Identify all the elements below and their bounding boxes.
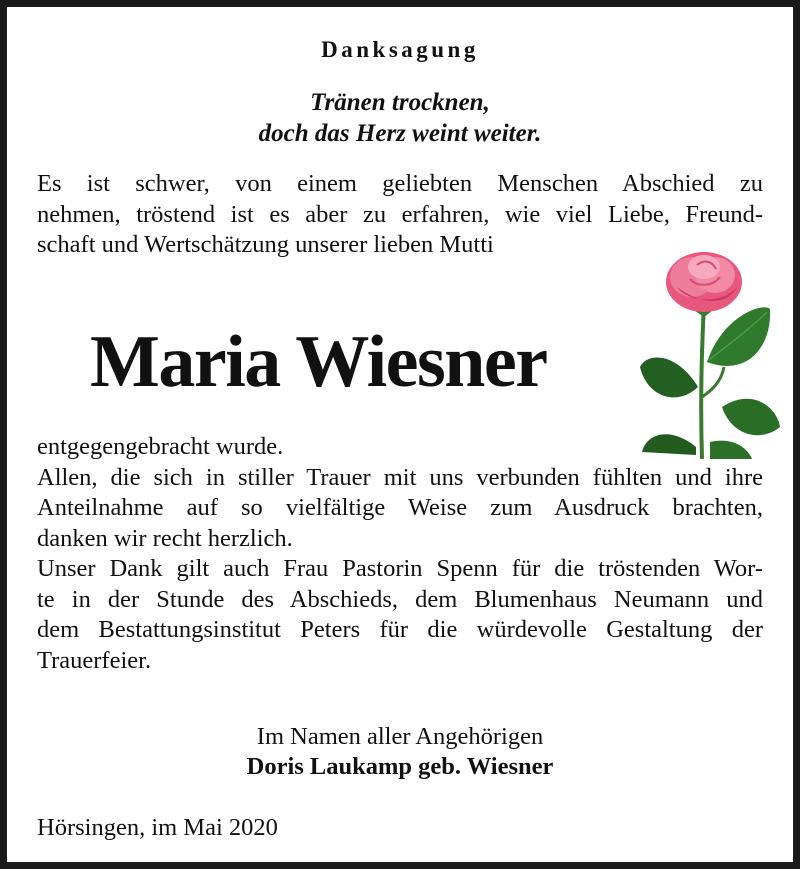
intro-line-2: nehmen, tröstend ist es aber zu erfahren, wie viel Liebe, Freund- bbox=[37, 200, 763, 228]
thanks-line-5: Unser Dank gilt auch Frau Pastorin Spenn für die tröstenden Wor- bbox=[37, 555, 763, 582]
thanks-line-3: Anteilnahme auf so vielfältige Weise zum Ausdruck brachten, bbox=[37, 494, 763, 521]
thanks-paragraph bbox=[37, 432, 763, 676]
thanks-line-7: dem Bestattungsinstitut Peters für die würdevolle Gestaltung der bbox=[37, 616, 763, 643]
thanks-line-4: danken wir recht herzlich. bbox=[37, 524, 293, 552]
intro-line-3: schaft und Wertschätzung unserer lieben Mutti bbox=[37, 231, 494, 258]
thanks-line-1: entgegengebracht wurde. bbox=[37, 433, 284, 460]
motto-line-2: doch das Herz weint weiter. bbox=[258, 120, 542, 147]
thanks-line-6: te in der Stunde des Abschieds, dem Blumenhaus Neumann und bbox=[37, 585, 763, 613]
place-date: Hörsingen, im Mai 2020 bbox=[37, 814, 278, 841]
rose-icon bbox=[612, 247, 782, 462]
signoff bbox=[37, 722, 763, 782]
thanks-line-2: Allen, die sich in stiller Trauer mit uns verbunden fühlten und ihre bbox=[37, 463, 763, 491]
deceased-name: Maria Wiesner bbox=[90, 321, 547, 403]
signer-name: Doris Laukamp geb. Wiesner bbox=[246, 753, 554, 780]
intro-line-1: Es ist schwer, von einem geliebten Menschen Abschied zu bbox=[37, 170, 763, 197]
notice-title: Danksagung bbox=[321, 37, 479, 62]
thanks-line-8: Trauerfeier. bbox=[37, 646, 152, 674]
motto bbox=[37, 87, 763, 149]
motto-line-1: Tränen trocknen, bbox=[310, 89, 490, 116]
signoff-line: Im Namen aller Angehörigen bbox=[256, 723, 544, 750]
